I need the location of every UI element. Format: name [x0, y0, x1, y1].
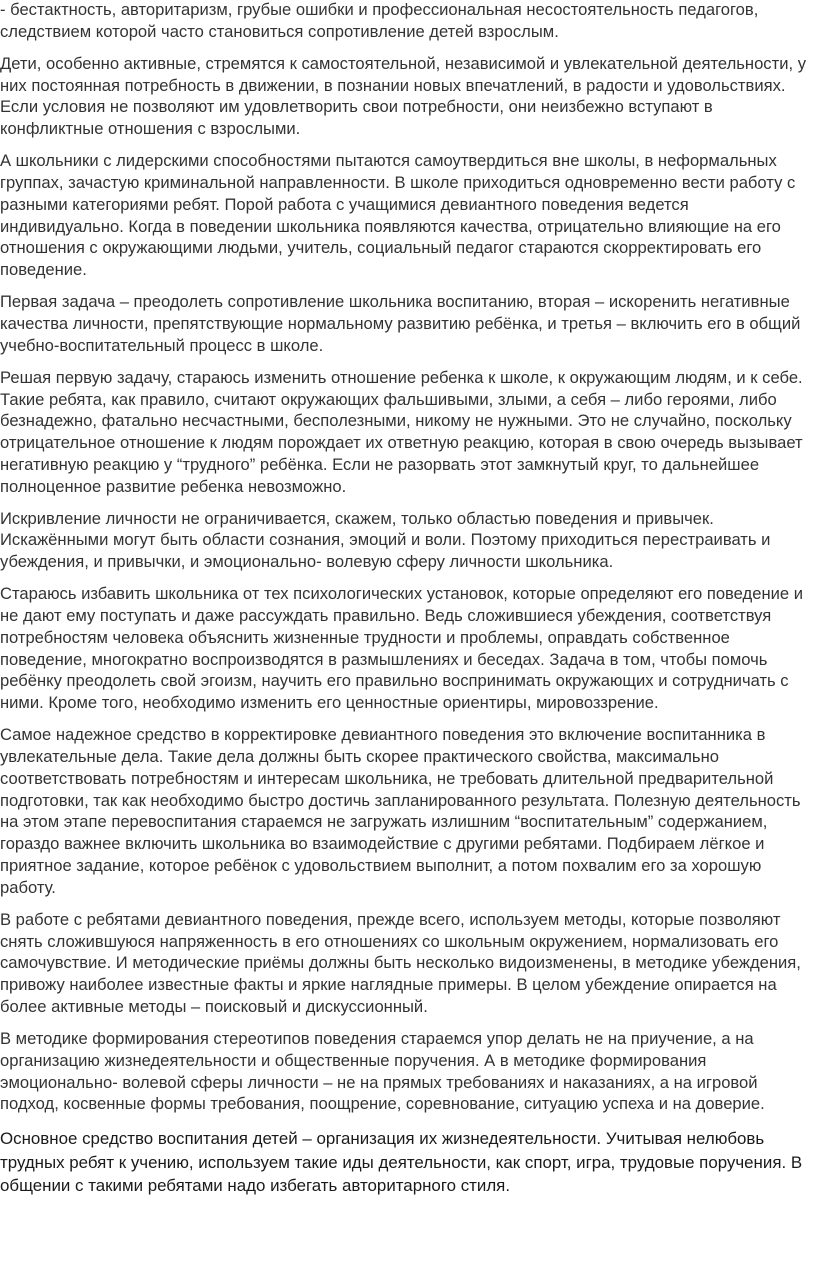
- paragraph-8: Самое надежное средство в корректировке девиантного поведения это включение воспитанника в увлекательные дела. Такие дела должны быть скорее практического свойства, максимально соответствовать потребностям и интересам школьника, не требовать длительной предварительной подготовки, так как необходимо быстро достичь запланированного результата. Полезную деятельность на этом этапе перевоспитания стараемся не загружать излишним “воспитательным” содержанием, гораздо важнее включить школьника во взаимодействие с другими ребятами. Подбираем лёгкое и приятное задание, которое ребёнок с удовольствием выполнит, а потом похвалим его за хорошую работу.: [0, 725, 801, 897]
- paragraph-11: Основное средство воспитания детей – организация их жизнедеятельности. Учитывая нелюбовь трудных ребят к учению, используем такие иды деятельности, как спорт, игра, трудовые поручения. В общении с такими ребятами надо избегать авторитарного стиля.: [0, 1129, 803, 1195]
- paragraph-2: Дети, особенно активные, стремятся к самостоятельной, независимой и увлекательной деятельности, у них постоянная потребность в движении, в познании новых впечатлений, в радости и удовольствиях. Если условия не позволяют им удовлетворить свои потребности, они неизбежно вступают в конфликтные отношения с взрослыми.: [0, 53, 806, 139]
- paragraph-7: Стараюсь избавить школьника от тех психологических установок, которые определяют его поведение и не дают ему поступать и даже рассуждать правильно. Ведь сложившиеся убеждения, соответствуя потребностям человека объяснить жизненные трудности и проблемы, оправдать собственное поведение, многократно воспроизводятся в размышлениях и беседах. Задача в том, чтобы помочь ребёнку преодолеть свой эгоизм, научить его правильно воспринимать окружающих и сотрудничать с ними. Кроме того, необходимо изменить его ценностные ориентиры, мировоззрение.: [0, 584, 803, 713]
- paragraph-10: В методике формирования стереотипов поведения стараемся упор делать не на приучение, а на организацию жизнедеятельности и общественные поручения. А в методике формирования эмоционально- волевой сферы личности – не на прямых требованиях и наказаниях, а на игровой подход, косвенные формы требования, поощрение, соревнование, ситуацию успеха и на доверие.: [0, 1028, 765, 1114]
- paragraph-4: Первая задача – преодолеть сопротивление школьника воспитанию, вторая – искоренить негативные качества личности, препятствующие нормальному развитию ребёнка, и третья – включить его в общий учебно-воспитательный процесс в школе.: [0, 292, 801, 355]
- paragraph-6: Искривление личности не ограничивается, скажем, только областью поведения и привычек. Искажёнными могут быть области сознания, эмоций и воли. Поэтому приходиться перестраивать и убеждения, и привычки, и эмоционально- волевую сферу личности школьника.: [0, 508, 771, 572]
- paragraph-5: Решая первую задачу, стараюсь изменить отношение ребенка к школе, к окружающим людям, и к себе. Такие ребята, как правило, считают окружающих фальшивыми, злыми, а себя – либо героями, либо безнадежно, фатально несчастными, бесполезными, никому не нужными. Это не случайно, поскольку отрицательное отношение к людям порождает их ответную реакцию, которая в свою очередь вызывает негативную реакцию у “трудного” ребёнка. Если не разорвать этот замкнутый круг, то дальнейшее полноценное развитие ребенка невозможно.: [0, 367, 803, 496]
- paragraph-3: А школьники с лидерскими способностями пытаются самоутвердиться вне школы, в неформальных группах, зачастую криминальной направленности. В школе приходиться одновременно вести работу с разными категориями ребят. Порой работа с учащимися девиантного поведения ведется индивидуально. Когда в поведении школьника появляются качества, отрицательно влияющие на его отношения с окружающими людьми, учитель, социальный педагог стараются скорректировать его поведение.: [0, 151, 796, 280]
- paragraph-1: - бестактность, авторитаризм, грубые ошибки и профессиональная несостоятельность педагогов, следствием которой часто становиться сопротивление детей взрослым.: [0, 0, 759, 41]
- paragraph-9: В работе с ребятами девиантного поведения, прежде всего, используем методы, которые позволяют снять сложившуюся напряженность в его отношениях со школьным окружением, нормализовать его самочувствие. И методические приёмы должны быть несколько видоизменены, в методике убеждения, привожу наиболее известные факты и яркие наглядные примеры. В целом убеждение опирается на более активные методы – поисковый и дискуссионный.: [0, 909, 801, 1016]
